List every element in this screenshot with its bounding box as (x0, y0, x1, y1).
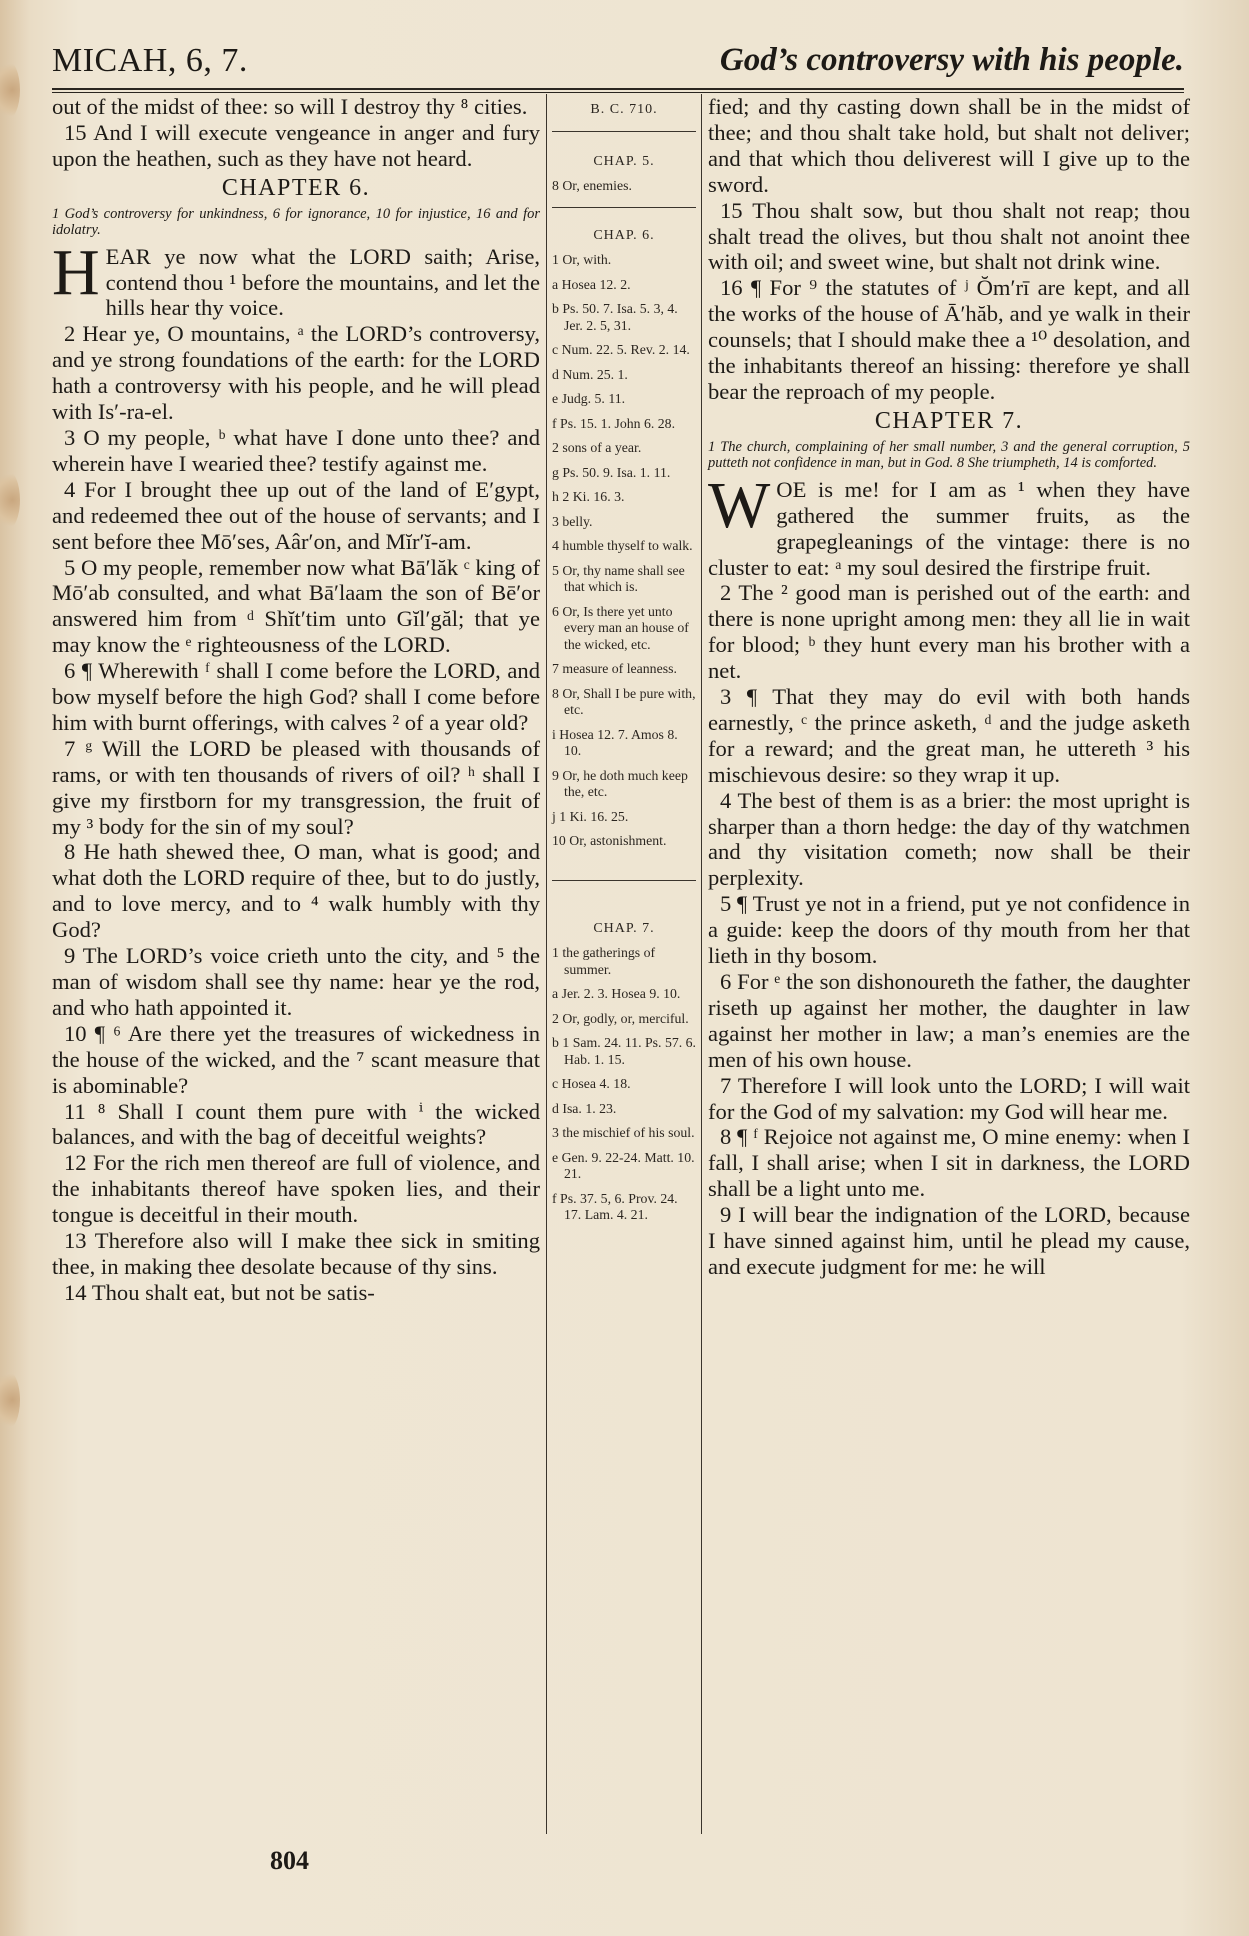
verse-paragraph: 7 ᵍ Will the LORD be pleased with thousands of rams, or with ten thousands of rivers of oil? ʰ shall I give my firstborn for my transgression, the fruit of my ³ body for the sin of my soul? (52, 735, 540, 839)
drop-cap: H (52, 235, 100, 309)
margin-reference-note: 8 Or, Shall I be pure with, etc. (552, 685, 696, 717)
verse-paragraph: 15 Thou shalt sow, but thou shalt not reap; thou shalt tread the olives, but thou shalt not anoint thee with oil; and sweet wine, but shalt not drink wine. (708, 197, 1190, 275)
margin-reference-note: 8 Or, enemies. (552, 178, 632, 193)
margin-chapter-6-notes (552, 252, 696, 850)
margin-reference-note: 3 the mischief of his soul. (552, 1125, 695, 1140)
margin-separator (552, 207, 696, 208)
header-topic: God’s controversy with his people. (719, 42, 1184, 78)
verse-paragraph: 10 ¶ ⁶ Are there yet the treasures of wickedness in the house of the wicked, and the ⁷ scant measure that is abominable? (52, 1020, 540, 1098)
margin-chapter-5-notes (552, 178, 696, 195)
margin-chapter-7-notes (552, 945, 696, 1224)
header-rule (52, 92, 1184, 93)
verse-paragraph (708, 468, 1190, 581)
margin-date: B. C. 710. (590, 102, 658, 117)
page-edge-stain (0, 1370, 20, 1430)
margin-reference-note: a Jer. 2. 3. Hosea 9. 10. (552, 986, 681, 1001)
margin-chapter-5-heading: CHAP. 5. (593, 153, 655, 169)
verse-paragraph: 11 ⁸ Shall I count them pure with ⁱ the wicked balances, and with the bag of deceitful weights? (52, 1098, 540, 1150)
right-text-column (708, 94, 1190, 1280)
verse-paragraph (52, 235, 540, 322)
verse-paragraph: 12 For the rich men thereof are full of violence, and the inhabitants thereof have spoken lies, and their tongue is deceitful in their mouth. (52, 1150, 540, 1228)
margin-reference-note: h 2 Ki. 16. 3. (552, 489, 625, 504)
drop-cap: W (708, 468, 771, 542)
margin-chapter-6-heading: CHAP. 6. (593, 227, 655, 243)
verse-paragraph: 9 I will bear the indignation of the LORD, because I have sinned against him, until he plead my cause, and execute judgment for me: he will (708, 1202, 1190, 1279)
margin-reference-note: 7 measure of leanness. (552, 661, 677, 676)
margin-reference-note: d Isa. 1. 23. (552, 1100, 617, 1116)
verse-paragraph: fied; and thy casting down shall be in the midst of thee; and thou shalt take hold, but shalt not deliver; and that which thou deliverest will I give up to the sword. (708, 94, 1190, 197)
verse-paragraph: 15 And I will execute vengeance in anger and fury upon the heathen, such as they have not heard. (52, 119, 540, 171)
verse-paragraph: 13 Therefore also will I make thee sick in smiting thee, in making thee desolate because of thy sins. (52, 1228, 540, 1279)
margin-reference-note: 10 Or, astonishment. (552, 833, 667, 848)
column-divider (701, 94, 702, 1834)
chapter-heading: CHAPTER 6. (221, 174, 371, 201)
margin-reference-note: 2 Or, godly, or, merciful. (552, 1010, 689, 1026)
margin-reference-note: f Ps. 15. 1. John 6. 28. (552, 415, 676, 431)
verse-paragraph: 14 Thou shalt eat, but not be satis- (64, 1279, 375, 1305)
margin-separator (552, 880, 696, 881)
verse-paragraph: 3 O my people, ᵇ what have I done unto thee? and wherein have I wearied thee? testify against me. (52, 424, 540, 476)
center-reference-margin (552, 96, 696, 1232)
margin-reference-note: f Ps. 37. 5, 6. Prov. 24. 17. Lam. 4. 21. (552, 1190, 678, 1222)
margin-reference-note: 3 belly. (552, 513, 593, 529)
margin-reference-note: g Ps. 50. 9. Isa. 1. 11. (552, 464, 671, 480)
running-header (52, 40, 1184, 90)
margin-reference-note: 1 the gatherings of summer. (552, 945, 656, 977)
chapter-heading: CHAPTER 7. (874, 407, 1024, 434)
page-edge-stain (0, 60, 20, 120)
margin-reference-note: j 1 Ki. 16. 25. (552, 808, 629, 824)
verse-paragraph: 4 The best of them is as a brier: the most upright is sharper than a thorn hedge: the day of thy watchmen and thy visitation cometh; now shall be their perplexity. (708, 787, 1190, 891)
verse-paragraph: 8 ¶ ᶠ Rejoice not against me, O mine enemy: when I fall, I shall arise; when I sit in darkness, the LORD shall be a light unto me. (708, 1124, 1190, 1202)
margin-reference-note: 2 sons of a year. (552, 440, 642, 455)
page-edge-stain (0, 470, 20, 530)
chapter-summary: 1 The church, complaining of her small number, 3 and the general corruption, 5 putteth not confidence in man, but in God. 8 She triumpheth, 14 is comforted. (708, 438, 1190, 471)
margin-reference-note: d Num. 25. 1. (552, 366, 628, 382)
verse-paragraph: 2 The ² good man is perished out of the earth: and there is none upright among men: they all lie in wait for blood; ᵇ they hunt every man his brother with a net. (708, 580, 1190, 684)
margin-reference-note: 4 humble thyself to walk. (552, 538, 693, 553)
verse-paragraph: 6 For ᵉ the son dishonoureth the father, the daughter riseth up against her mother, the daughter in law against her mother in law; a man’s enemies are the men of his own house. (708, 969, 1190, 1072)
verse-paragraph: 7 Therefore I will look unto the LORD; I will wait for the God of my salvation: my God will hear me. (708, 1072, 1190, 1124)
margin-separator (552, 131, 696, 132)
column-divider (546, 94, 547, 1834)
header-book-reference: MICAH, 6, 7. (52, 42, 248, 79)
margin-reference-note: b Ps. 50. 7. Isa. 5. 3, 4. Jer. 2. 5, 31. (552, 301, 678, 333)
margin-reference-note: 9 Or, he doth much keep the, etc. (552, 767, 688, 799)
margin-reference-note: 5 Or, thy name shall see that which is. (552, 562, 685, 594)
margin-reference-note: a Hosea 12. 2. (552, 276, 631, 292)
verse-paragraph: 6 ¶ Wherewith ᶠ shall I come before the LORD, and bow myself before the high God? shall I come before him with burnt offerings, with calves ² of a year old? (52, 658, 540, 735)
margin-reference-note: 6 Or, Is there yet unto every man an house of the wicked, etc. (552, 603, 689, 652)
left-text-column (52, 94, 540, 1306)
margin-reference-note: c Num. 22. 5. Rev. 2. 14. (552, 342, 690, 357)
verse-paragraph: 4 For I brought thee up out of the land of E′gypt, and redeemed thee out of the house of servants; and I sent before thee Mō′ses, Aâr′on, and Mĭr′ĭ-am. (52, 476, 540, 554)
margin-chapter-7-heading: CHAP. 7. (593, 920, 655, 936)
verse-text: OE is me! for I am as ¹ when they have gathered the summer fruits, as the grapegleanings of the vintage: there is no cluster to eat: ᵃ my soul desired the firstripe fruit. (708, 476, 1190, 580)
margin-reference-note: e Gen. 9. 22-24. Matt. 10. 21. (552, 1149, 695, 1181)
verse-paragraph: 5 ¶ Trust ye not in a friend, put ye not confidence in a guide: keep the doors of thy mouth from her that lieth in thy bosom. (708, 891, 1190, 969)
verse-paragraph: 9 The LORD’s voice crieth unto the city, and ⁵ the man of wisdom shall see thy name: hear ye the rod, and who hath appointed it. (52, 943, 540, 1020)
margin-reference-note: c Hosea 4. 18. (552, 1076, 631, 1091)
verse-paragraph: 2 Hear ye, O mountains, ᵃ the LORD’s controversy, and ye strong foundations of the earth: for the LORD hath a controversy with his people, and he will plead with Is′-ra-el. (52, 321, 540, 425)
margin-reference-note: e Judg. 5. 11. (552, 391, 626, 406)
margin-reference-note: 1 Or, with. (552, 252, 612, 267)
verse-paragraph: out of the midst of thee: so will I destroy thy ⁸ cities. (52, 94, 528, 119)
verse-paragraph: 5 O my people, remember now what Bā′lăk ᶜ king of Mō′ab consulted, and what Bā′laam the son of Bē′or answered him from ᵈ Shĭt′tim unto Gĭl′găl; that ye may know the ᵉ righteousness of the LORD. (52, 554, 540, 658)
verse-paragraph: 16 ¶ For ⁹ the statutes of ʲ Ŏm′rī are kept, and all the works of the house of Ā′hăb, and ye walk in their counsels; that I should make thee a ¹⁰ desolation, and the inhabitants thereof an hissing: therefore ye shall bear the reproach of my people. (708, 275, 1190, 404)
verse-paragraph: 8 He hath shewed thee, O man, what is good; and what doth the LORD require of thee, but to do justly, and to love mercy, and to ⁴ walk humbly with thy God? (52, 839, 540, 943)
page-number: 804 (270, 1846, 309, 1875)
chapter-summary: 1 God’s controversy for unkindness, 6 for ignorance, 10 for injustice, 16 and for idolatry. (52, 205, 540, 238)
margin-reference-note: i Hosea 12. 7. Amos 8. 10. (552, 726, 678, 758)
verse-text: EAR ye now what the LORD saith; Arise, contend thou ¹ before the mountains, and let the hills hear thy voice. (105, 243, 540, 321)
verse-paragraph: 3 ¶ That they may do evil with both hands earnestly, ᶜ the prince asketh, ᵈ and the judge asketh for a reward; and the great man, he uttereth ³ his mischievous desire: so they wrap it up. (708, 684, 1190, 787)
margin-reference-note: b 1 Sam. 24. 11. Ps. 57. 6. Hab. 1. 15. (552, 1035, 696, 1067)
